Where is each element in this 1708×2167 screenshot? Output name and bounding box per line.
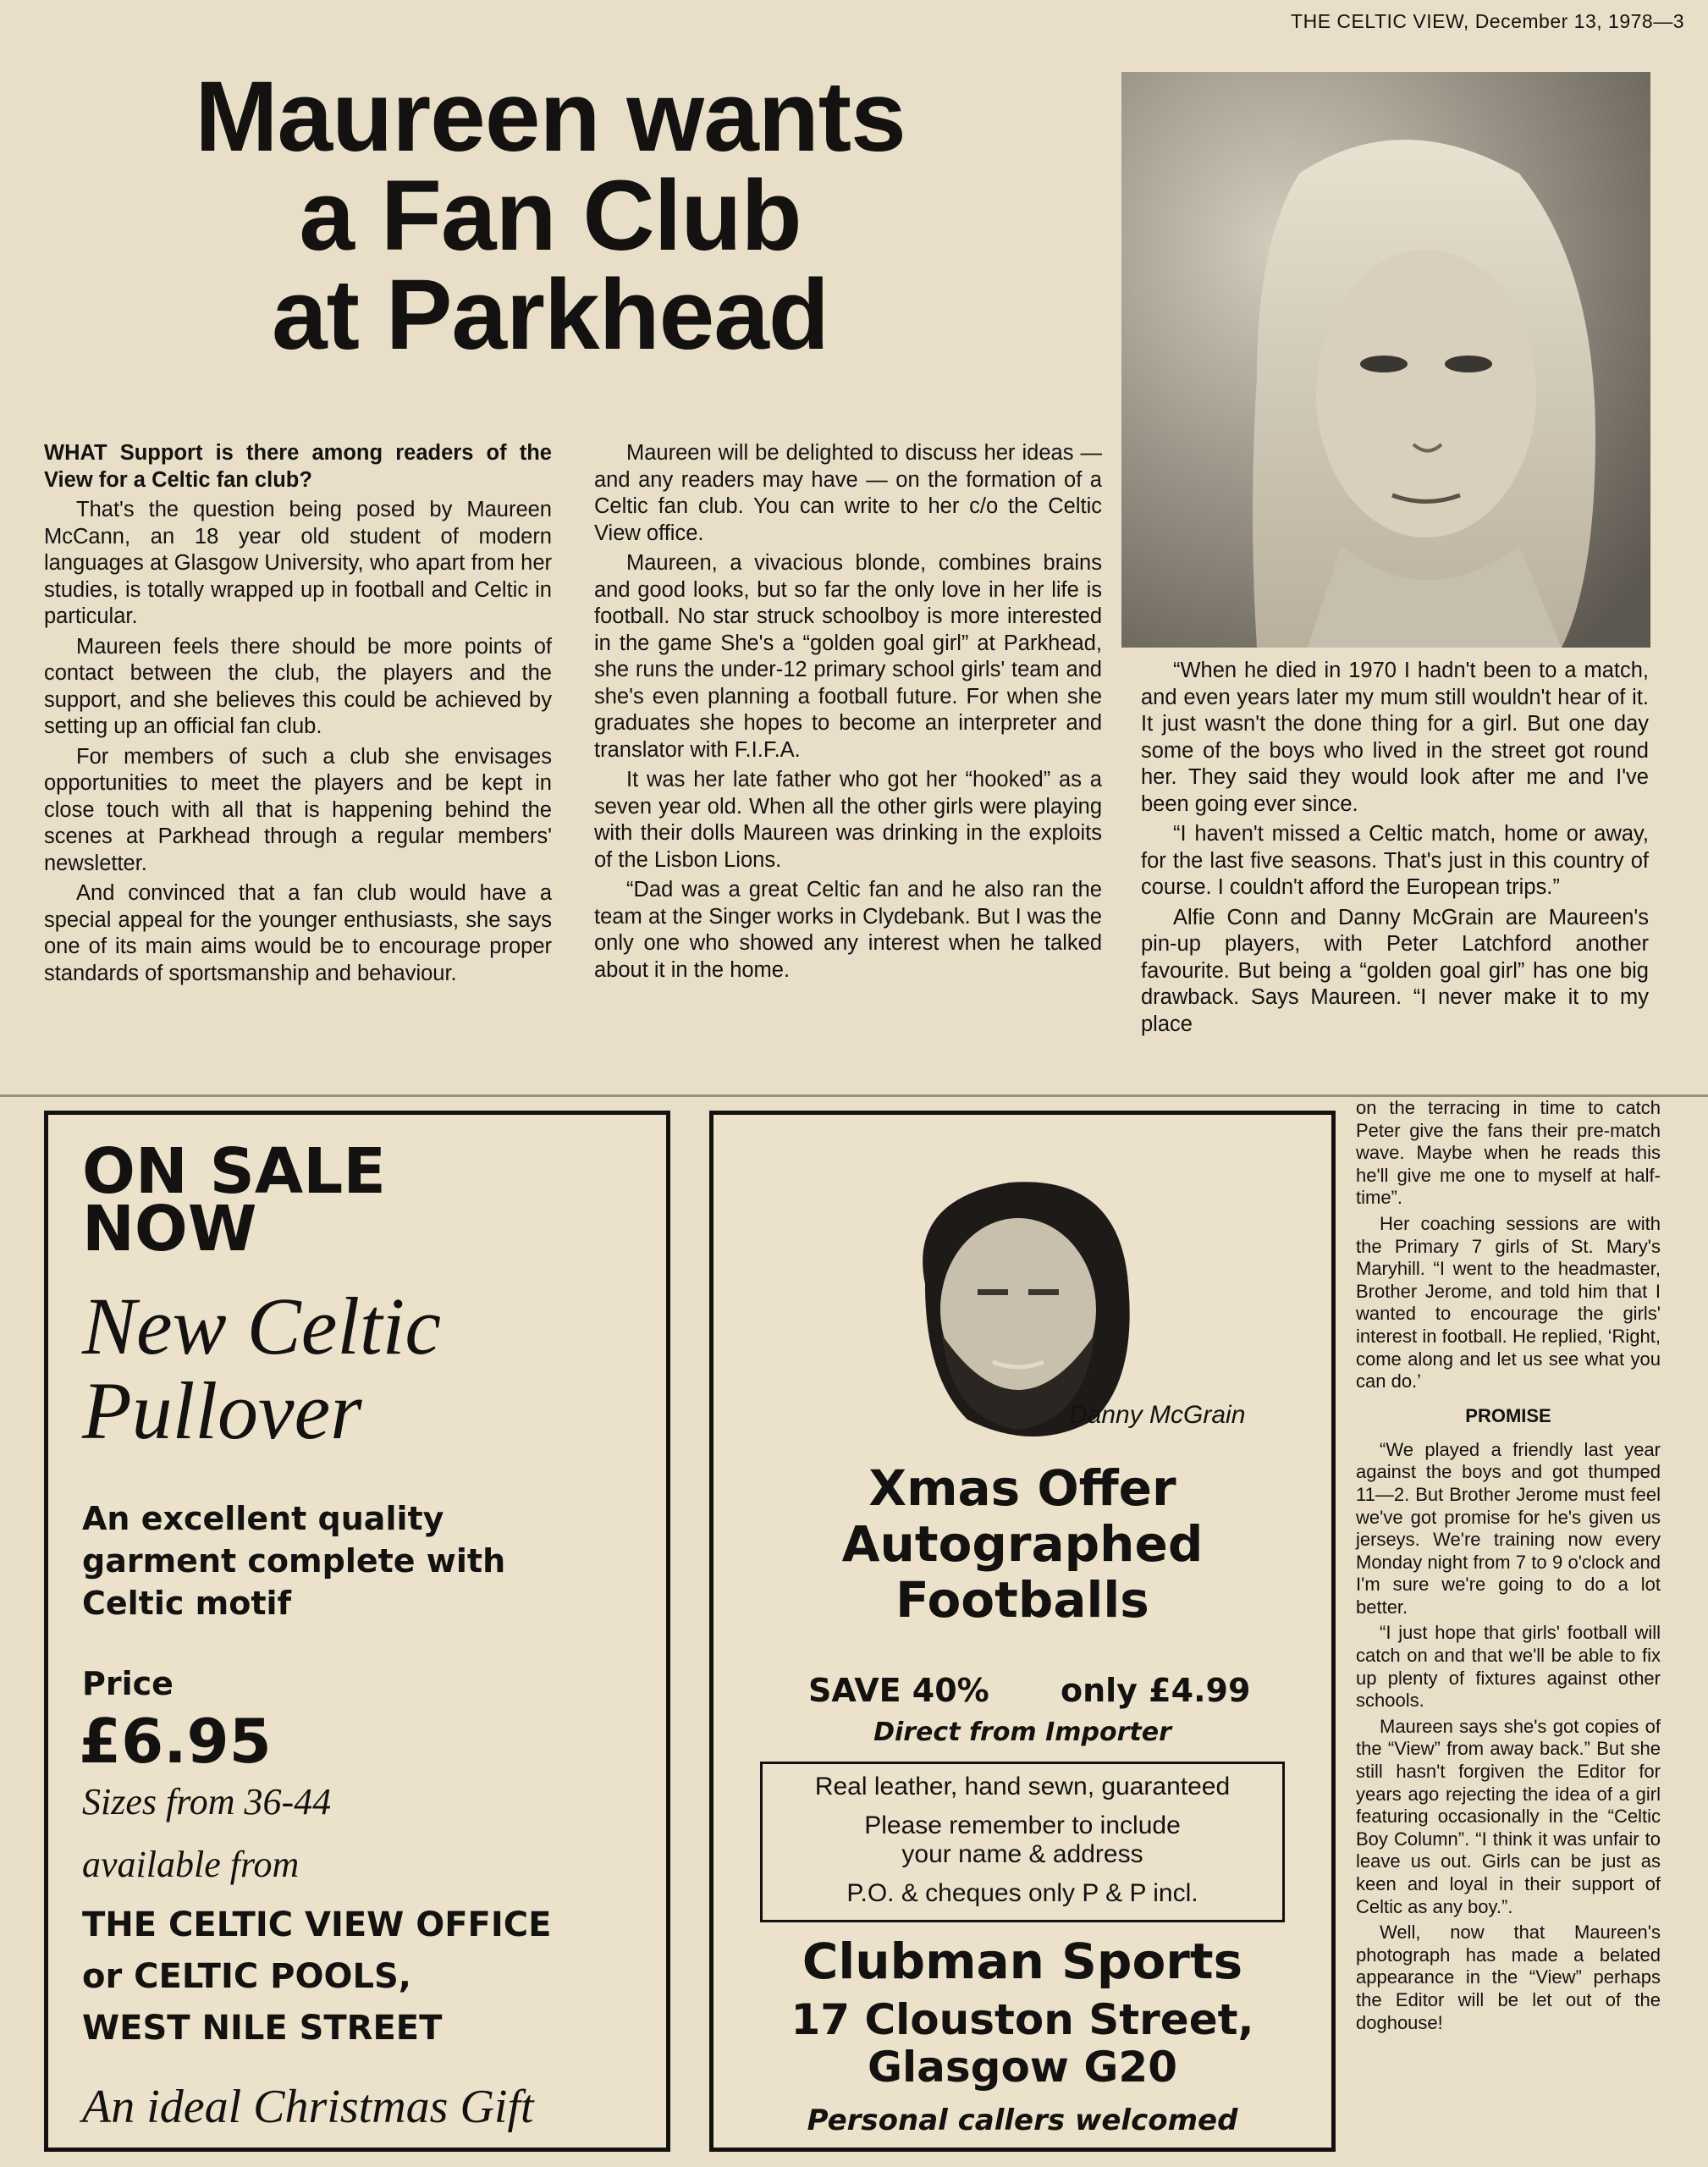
article-paragraph: “Dad was a great Celtic fan and he also ran the team at the Singer works in Clydebank. But I was the only one who showed any interest when he talked about it in the home.: [594, 878, 1102, 982]
article-paragraph: It was her late father who got her “hooked” as a seven year old. When all the other girls were playing with their dolls Maureen was drinking in the exploits of the Lisbon Lions.: [594, 768, 1102, 872]
article-paragraph: Maureen says she's got copies of the “View” from away back.” But she still hasn't forgiven the Editor for years ago rejecting the idea of a girl featuring occasionally in the “Celtic Boy Column”. “I think it was unfair to leave us out. Girls can be just as keen and loyal in their support of Celtic as any boy.”.: [1356, 1715, 1661, 1917]
terms-line: Real leather, hand sewn, guaranteed: [814, 1773, 1231, 1800]
price-label: Price: [82, 1665, 174, 1702]
shop-address: Glasgow G20: [867, 2043, 1178, 2092]
sizes-text: Sizes from 36-44: [82, 1781, 332, 1822]
ad-description: An excellent quality: [82, 1500, 444, 1537]
ad-description: garment complete with: [82, 1542, 506, 1580]
article-paragraph: “When he died in 1970 I hadn't been to a match, and even years later my mum still wouldn't hear of it. It just wasn't the done thing for a girl. But one day some of the boys who lived in the street got round her. They said they would look after me and I've been going ever since.: [1141, 659, 1649, 816]
pullover-advert: [44, 1111, 670, 2152]
ad-product: New Celtic: [82, 1281, 441, 1371]
discount-text: SAVE 40%: [808, 1672, 989, 1709]
stockist-line: WEST NILE STREET: [82, 2009, 443, 2048]
shop-name: Clubman Sports: [802, 1933, 1243, 1990]
headline-line: at Parkhead: [272, 259, 829, 371]
stockist-line: or CELTIC POOLS,: [82, 1957, 411, 1996]
article-paragraph: “We played a friendly last year against the boys and got thumped 11—2. But Brother Jerome must feel we've got promise for he's given us jerseys. We're training now every Monday night from 7 to 9 o'clock and I'm sure we're going to do a lot better.: [1356, 1438, 1661, 1618]
gift-tagline: An ideal Christmas Gift: [82, 2081, 534, 2133]
terms-line: your name & address: [901, 1840, 1143, 1868]
article-paragraph: For members of such a club she envisages opportunities to meet the players and be kept in close touch with all that is happening behind the scenes at Parkhead through a regular members' newsletter.: [44, 744, 552, 875]
headline-line: Maureen wants: [195, 61, 906, 173]
offer-title: Autographed: [841, 1515, 1204, 1573]
callers-text: Personal callers welcomed: [807, 2104, 1238, 2137]
article-column-2: [594, 440, 1102, 987]
article-paragraph: Well, now that Maureen's photograph has made a belated appearance in the “View” perhaps the Editor will be let out of the doghouse!: [1356, 1922, 1661, 2033]
article-paragraph: Alfie Conn and Danny McGrain are Maureen's pin-up players, with Peter Latchford another favourite. But being a “golden goal girl” has one big drawback. Says Maureen. “I never make it to my place: [1141, 905, 1649, 1036]
stockist-line: THE CELTIC VIEW OFFICE: [82, 1905, 552, 1944]
importer-text: Direct from Importer: [873, 1718, 1171, 1747]
terms-box: [760, 1762, 1285, 1922]
article-paragraph: “I haven't missed a Celtic match, home or away, for the last five seasons. That's just in this country of course. I couldn't afford the European trips.”: [1141, 822, 1649, 899]
ad-heading: ON SALE: [82, 1135, 386, 1208]
portrait-caption: Danny McGrain: [1069, 1401, 1246, 1429]
article-paragraph: Maureen feels there should be more points of contact between the club, the players and the support, and she believes this could be achieved by setting up an official fan club.: [44, 634, 552, 738]
terms-line: Please remember to include: [864, 1811, 1181, 1839]
article-paragraph: Her coaching sessions are with the Primary 7 girls of St. Mary's Maryhill. “I went to the headmaster, Brother Jerome, and told him that I wanted to encourage the girls' interest in football. He replied, ‘Right, come along and let us see what you can do.’: [1356, 1212, 1661, 1392]
article-paragraph: That's the question being posed by Maureen McCann, an 18 year old student of modern languages at Glasgow University, who apart from her studies, is totally wrapped up in football and Celtic in particular.: [44, 498, 552, 628]
footballs-advert: [709, 1111, 1336, 2152]
headline: [85, 61, 1016, 371]
masthead: THE CELTIC VIEW, December 13, 1978—3: [1291, 10, 1684, 32]
headline-line: a Fan Club: [299, 160, 802, 272]
article-paragraph: on the terracing in time to catch Peter give the fans their pre-match wave. Maybe when he reads this he'll give me one to myself at half-time”.: [1356, 1097, 1661, 1209]
article-column-4: [1356, 1097, 1661, 2037]
portrait-illustration: [1121, 72, 1650, 648]
price-value: £6.95: [79, 1706, 272, 1777]
offer-price: only £4.99: [1061, 1672, 1251, 1709]
ad-product: Pullover: [82, 1365, 362, 1456]
article-paragraph: Maureen will be delighted to discuss her ideas — and any readers may have — on the formation of a Celtic fan club. You can write to her c/o the Celtic View office.: [594, 441, 1102, 545]
article-column-1: [44, 440, 552, 990]
article-paragraph: Maureen, a vivacious blonde, combines brains and good looks, but so far the only love in her life is football. No star struck schoolboy is more interested in the game She's a “golden goal girl” at Parkhead, she runs the under-12 primary school girls' team and she's even planning a football future. For when she graduates she hopes to become an interpreter and translator with F.I.F.A.: [594, 551, 1102, 762]
availability-text: available from: [82, 1844, 300, 1885]
ad-heading: NOW: [82, 1193, 257, 1265]
article-intro: WHAT Support is there among readers of the View for a Celtic fan club?: [44, 441, 552, 492]
maureen-photo: [1121, 72, 1650, 648]
shop-address: 17 Clouston Street,: [791, 1995, 1254, 2044]
article-paragraph: And convinced that a fan club would have a special appeal for the younger enthusiasts, she says one of its main aims would be to encourage proper standards of sportsmanship and behaviour.: [44, 881, 552, 985]
ad-description: Celtic motif: [82, 1585, 292, 1622]
offer-title: Footballs: [895, 1571, 1149, 1629]
article-column-3: [1141, 658, 1649, 1041]
terms-line: P.O. & cheques only P & P incl.: [846, 1879, 1198, 1907]
article-subhead: PROMISE: [1465, 1404, 1551, 1426]
offer-title: Xmas Offer: [868, 1459, 1176, 1517]
article-paragraph: “I just hope that girls' football will catch on and that we'll be able to fix up plenty of fixtures against other schools.: [1356, 1622, 1661, 1712]
